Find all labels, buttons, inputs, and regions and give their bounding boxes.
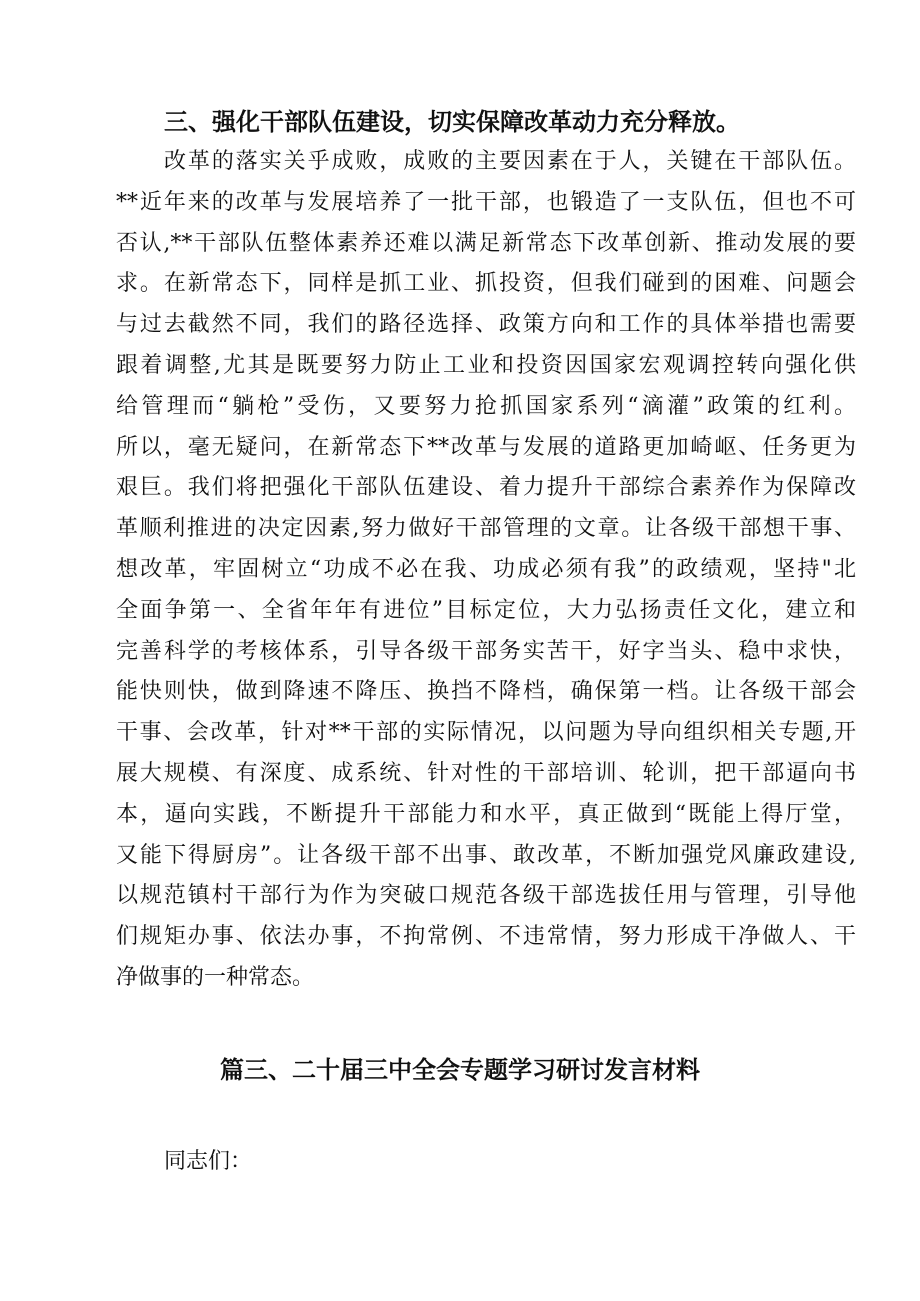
document-title: 篇三、二十届三中全会专题学习研讨发言材料 [220, 1056, 700, 1084]
section-heading: 三、强化干部队伍建设，切实保障改革动力充分释放。 [164, 108, 740, 136]
paragraph-line: 与过去截然不同，我们的路径选择、政策方向和工作的具体举措也需要 [116, 312, 856, 338]
paragraph-line: 净做事的一种常态。 [116, 964, 315, 990]
paragraph-line: 革顺利推进的决定因素,努力做好干部管理的文章。让各级干部想干事、 [116, 516, 856, 542]
paragraph-line: 又能下得厨房”。让各级干部不出事、敢改革，不断加强党风廉政建设, [116, 842, 856, 868]
paragraph-line: **近年来的改革与发展培养了一批干部，也锻造了一支队伍，但也不可 [116, 189, 856, 215]
paragraph-line: 本，逼向实践，不断提升干部能力和水平，真正做到“既能上得厅堂， [116, 801, 856, 827]
body-paragraph [116, 142, 856, 999]
paragraph-line: 干事、会改革，针对**干部的实际情况，以问题为导向组织相关专题,开 [116, 720, 856, 746]
paragraph-line: 所以，毫无疑问，在新常态下**改革与发展的道路更加崎岖、任务更为 [116, 434, 856, 460]
salutation: 同志们： [164, 1149, 253, 1174]
paragraph-line: 改革的落实关乎成败，成败的主要因素在于人，关键在干部队伍。 [164, 149, 856, 174]
paragraph-line: 求。在新常态下，同样是抓工业、抓投资，但我们碰到的困难、问题会 [116, 271, 856, 297]
paragraph-line: 给管理而“躺枪”受伤，又要努力抢抓国家系列“滴灌”政策的红利。 [116, 393, 856, 419]
paragraph-line: 想改革，牢固树立“功成不必在我、功成必须有我”的政绩观，坚持"北 [116, 556, 856, 582]
paragraph-line: 否认,**干部队伍整体素养还难以满足新常态下改革创新、推动发展的要 [116, 230, 856, 256]
paragraph-line: 展大规模、有深度、成系统、针对性的干部培训、轮训，把干部逼向书 [116, 760, 856, 786]
paragraph-line: 以规范镇村干部行为作为突破口规范各级干部选拔任用与管理，引导他 [116, 883, 856, 909]
paragraph-line: 完善科学的考核体系，引导各级干部务实苦干，好字当头、稳中求快， [116, 638, 856, 664]
paragraph-line: 们规矩办事、依法办事，不拘常例、不违常情，努力形成干净做人、干 [116, 924, 856, 950]
paragraph-line: 全面争第一、全省年年有进位”目标定位，大力弘扬责任文化，建立和 [116, 597, 856, 623]
paragraph-line: 能快则快，做到降速不降压、换挡不降档，确保第一档。让各级干部会 [116, 679, 856, 705]
paragraph-line: 跟着调整,尤其是既要努力防止工业和投资因国家宏观调控转向强化供 [116, 352, 856, 378]
paragraph-line: 艰巨。我们将把强化干部队伍建设、着力提升干部综合素养作为保障改 [116, 475, 856, 501]
